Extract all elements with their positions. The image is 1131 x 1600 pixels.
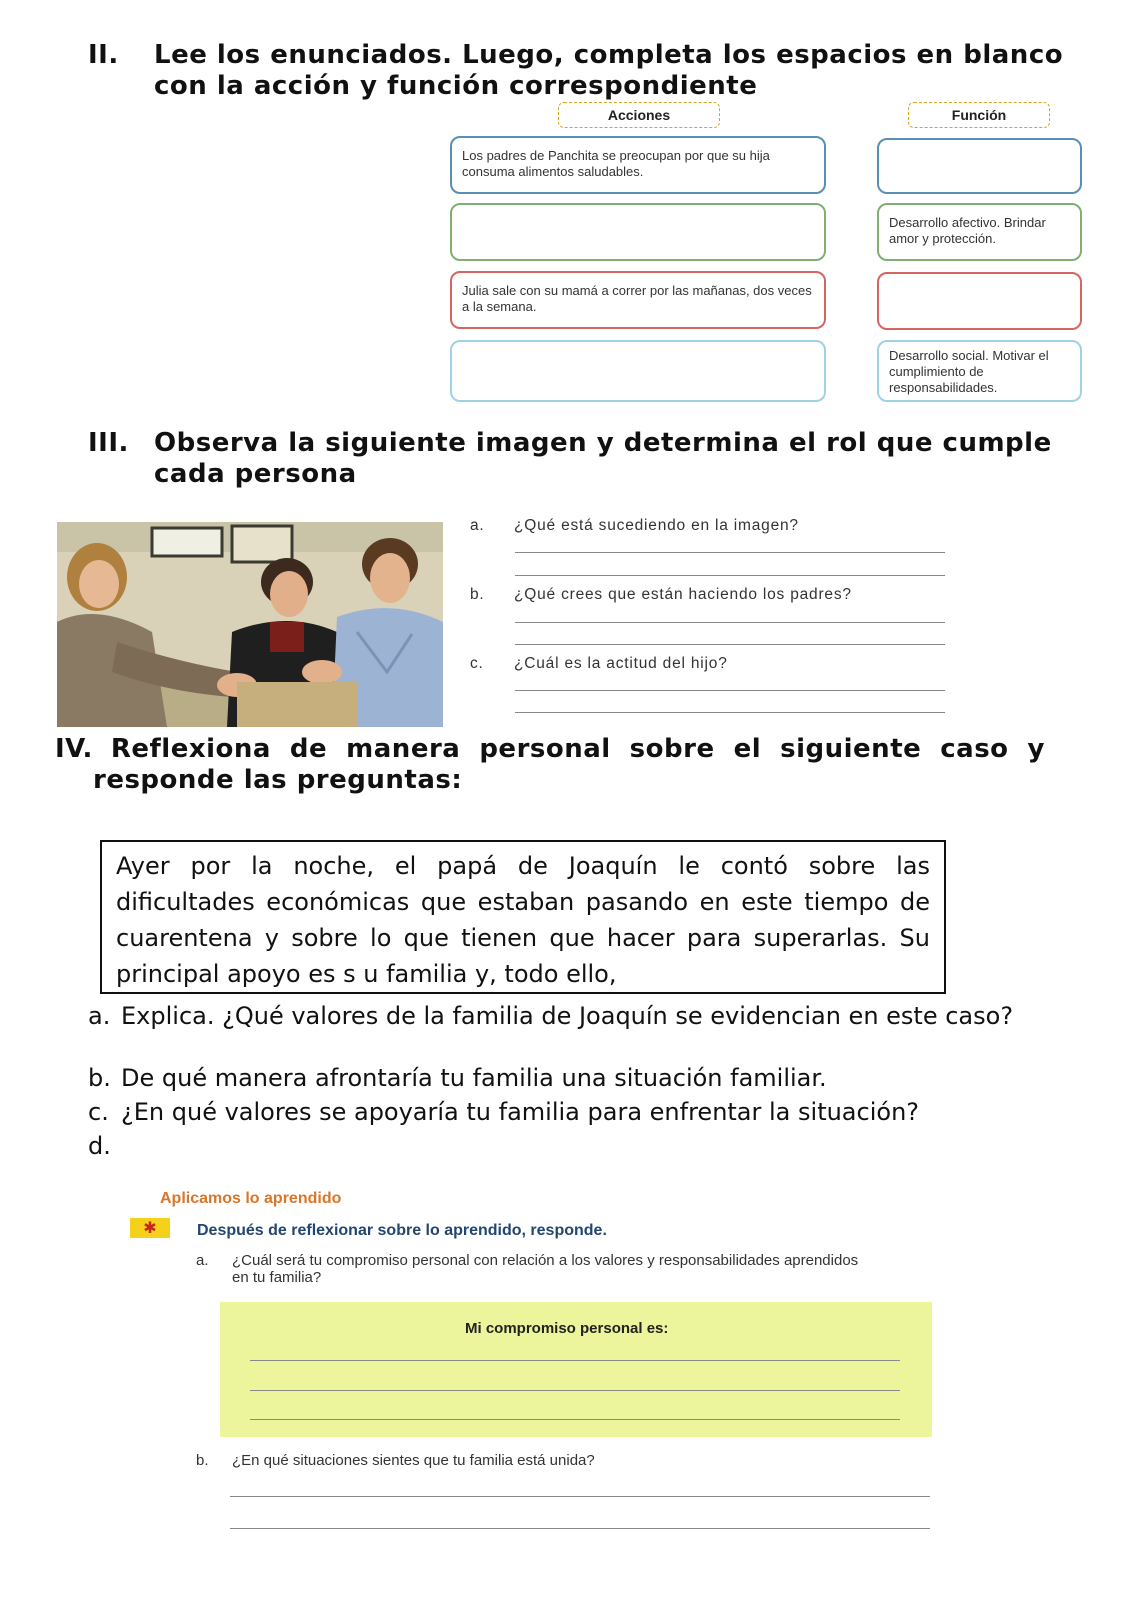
question-3c: c. ¿Cuál es la actitud del hijo? bbox=[470, 655, 728, 672]
section-2-number: II. bbox=[88, 40, 119, 70]
section-2-title-line1: Lee los enunciados. Luego, completa los espacios en blanco bbox=[154, 40, 1064, 70]
section-4-number: IV. bbox=[55, 734, 93, 764]
family-conversation-illustration bbox=[57, 522, 443, 727]
commitment-box bbox=[220, 1302, 932, 1437]
question-4c: c. ¿En qué valores se apoyaría tu familia para enfrentar la situación? bbox=[88, 1098, 920, 1126]
commitment-line-1[interactable] bbox=[250, 1360, 900, 1361]
action-box-1[interactable]: Los padres de Panchita se preocupan por que su hija consuma alimentos saludables. bbox=[450, 136, 826, 194]
workbook-question-a: a. ¿Cuál será tu compromiso personal con relación a los valores y responsabilidades aprendidos en tu familia? bbox=[196, 1252, 859, 1286]
section-3-title-line2: cada persona bbox=[154, 459, 357, 489]
commitment-line-2[interactable] bbox=[250, 1390, 900, 1391]
header-actions: Acciones bbox=[558, 102, 720, 128]
star-person-icon: ✱ bbox=[130, 1218, 170, 1238]
function-box-3[interactable] bbox=[877, 272, 1082, 330]
answer-line-3a-2[interactable] bbox=[515, 575, 945, 576]
answer-line-3c-1[interactable] bbox=[515, 690, 945, 691]
section-3-title-line1: Observa la siguiente imagen y determina el rol que cumple bbox=[154, 428, 1052, 458]
header-function: Función bbox=[908, 102, 1050, 128]
answer-line-3b-1[interactable] bbox=[515, 622, 945, 623]
action-box-4[interactable] bbox=[450, 340, 826, 402]
question-3a: a. ¿Qué está sucediendo en la imagen? bbox=[470, 517, 799, 534]
section-2-title bbox=[88, 40, 1088, 101]
workbook-question-b: b. ¿En qué situaciones sientes que tu familia está unida? bbox=[196, 1452, 595, 1469]
question-4b: b. De qué manera afrontaría tu familia una situación familiar. bbox=[88, 1064, 827, 1092]
workbook-title: Aplicamos lo aprendido bbox=[160, 1190, 342, 1207]
action-box-3[interactable]: Julia sale con su mamá a correr por las mañanas, dos veces a la semana. bbox=[450, 271, 826, 329]
question-3b: b. ¿Qué crees que están haciendo los padres? bbox=[470, 586, 852, 603]
function-box-4[interactable]: Desarrollo social. Motivar el cumplimiento de responsabilidades. bbox=[877, 340, 1082, 402]
answer-line-3a-1[interactable] bbox=[515, 552, 945, 553]
question-4d: d. bbox=[88, 1132, 111, 1160]
workbook-subtitle: Después de reflexionar sobre lo aprendido, responde. bbox=[197, 1222, 607, 1239]
section-3-title bbox=[88, 428, 1088, 494]
section-2-title-line2: con la acción y función correspondiente bbox=[154, 71, 758, 101]
commitment-line-3[interactable] bbox=[250, 1419, 900, 1420]
workbook-answer-line-b-1[interactable] bbox=[230, 1496, 930, 1497]
actions-functions-table bbox=[450, 88, 1110, 418]
section-3-number: III. bbox=[88, 428, 129, 458]
case-text-box: Ayer por la noche, el papá de Joaquín le contó sobre las dificultades económicas que estaban pasando en este tiempo de cuarentena y sobre lo que tienen que hacer para superarlas. Su principal apoyo es s u familia y, todo ello, bbox=[100, 840, 946, 994]
answer-line-3b-2[interactable] bbox=[515, 644, 945, 645]
function-box-2[interactable]: Desarrollo afectivo. Brindar amor y protección. bbox=[877, 203, 1082, 261]
question-4a: a. Explica. ¿Qué valores de la familia de Joaquín se evidencian en este caso? bbox=[88, 1002, 1014, 1030]
answer-line-3c-2[interactable] bbox=[515, 712, 945, 713]
function-box-1[interactable] bbox=[877, 138, 1082, 194]
workbook-excerpt bbox=[130, 1190, 950, 1580]
section-4-title-line2: responde las preguntas: bbox=[93, 765, 463, 795]
section-4-title bbox=[55, 734, 1045, 796]
commitment-label: Mi compromiso personal es: bbox=[465, 1320, 669, 1337]
family-photo bbox=[57, 522, 443, 727]
section-4-title-line1: Reflexiona de manera personal sobre el siguiente caso y bbox=[110, 734, 1045, 764]
workbook-answer-line-b-2[interactable] bbox=[230, 1528, 930, 1529]
action-box-2[interactable] bbox=[450, 203, 826, 261]
